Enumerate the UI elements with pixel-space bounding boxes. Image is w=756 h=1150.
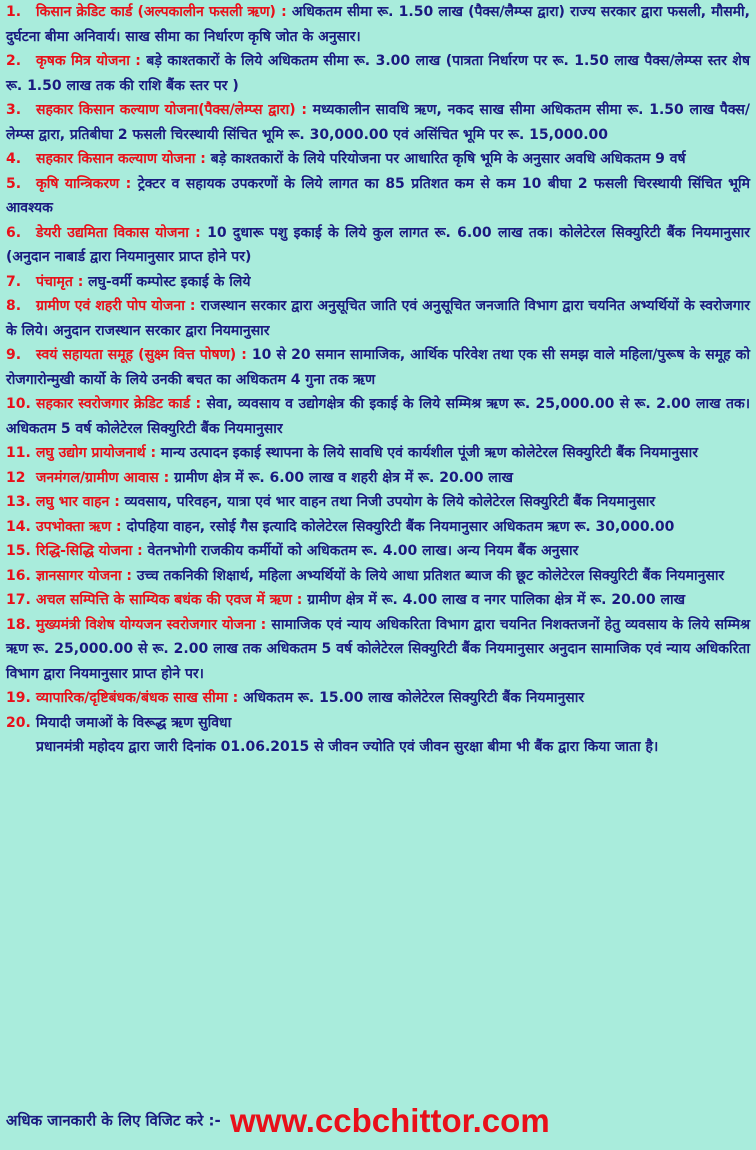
- scheme-title: किसान क्रेडिट कार्ड (अल्पकालीन फसली ऋण) :: [36, 4, 287, 20]
- website-link[interactable]: www.ccbchittor.com: [229, 1102, 550, 1139]
- scheme-description: व्यवसाय, परिवहन, यात्रा एवं भार वाहन तथा निजी उपयोग के लिये कोलेटेरल सिक्युरिटी बैंक नियमानुसार: [119, 494, 656, 510]
- scheme-description: ग्रामीण क्षेत्र में रू. 6.00 लाख व शहरी क्षेत्र में रू. 20.00 लाख: [169, 469, 513, 486]
- scheme-title: लघु भार वाहन :: [36, 494, 120, 510]
- scheme-title: जनमंगल/ग्रामीण आवास :: [36, 469, 170, 486]
- scheme-title: कृषक मित्र योजना :: [36, 53, 141, 69]
- scheme-number: 13.: [6, 494, 31, 510]
- scheme-description: मियादी जमाओं के विरूद्ध ऋण सुविधा: [36, 714, 232, 731]
- scheme-item: [6, 711, 750, 736]
- scheme-number: 3.: [6, 102, 22, 118]
- scheme-number: 16.: [6, 567, 31, 584]
- scheme-number: 9.: [6, 347, 22, 363]
- scheme-title: रिद्धि-सिद्धि योजना :: [36, 543, 143, 559]
- footer: [6, 1102, 550, 1140]
- scheme-number: 15.: [6, 543, 31, 559]
- scheme-description: मध्यकालीन सावधि ऋण, नकद साख सीमा अधिकतम सीमा रू. 1.50 लाख पैक्स/लेम्प्स द्वारा, प्रतिबीघा 2 फसली चिरस्थायी सिंचित भूमि रू. 30,000.00 एवं असिंचित भूमि पर रू. 15,000.00: [6, 102, 750, 143]
- scheme-item: [6, 172, 750, 221]
- scheme-number: 4.: [6, 151, 22, 167]
- scheme-title: सहकार किसान कल्याण योजना(पैक्स/लेम्प्स द्वारा) :: [36, 102, 308, 118]
- scheme-title: डेयरी उद्यमिता विकास योजना :: [36, 224, 201, 241]
- scheme-description: उच्च तकनिकी शिक्षार्थ, महिला अभ्यर्थियों के लिये आधा प्रतिशत ब्याज की छूट कोलेटेरल सिक्युरिटी बैंक नियमानुसार: [131, 567, 725, 584]
- scheme-description: मान्य उत्पादन इकाई स्थापना के लिये सावधि एवं कार्यशील पूंजी ऋण कोलेटेरल सिक्युरिटी बैंक नियमानुसार: [156, 445, 698, 461]
- scheme-title: पंचामृत :: [36, 273, 84, 290]
- scheme-item: [6, 564, 750, 589]
- scheme-number: 2.: [6, 53, 22, 69]
- scheme-title: सहकार स्वरोजगार क्रेडिट कार्ड :: [36, 396, 202, 412]
- scheme-title: व्यापारिक/दृष्टिबंधक/बंधक साख सीमा :: [36, 690, 239, 706]
- scheme-item: [6, 686, 750, 711]
- scheme-number: 1.: [6, 4, 22, 20]
- scheme-title: अचल सम्पित्ति के साम्यिक बधंक की एवज में ऋण :: [36, 592, 303, 608]
- scheme-number: 11.: [6, 445, 31, 461]
- scheme-item: [6, 539, 750, 564]
- scheme-description: सेवा, व्यवसाय व उद्योगक्षेत्र की इकाई के लिये सम्मिश्र ऋण रू. 25,000.00 से रू. 2.00 लाख तक। अधिकतम 5 वर्ष कोलेटेरल सिक्युरिटी बैंक नियमानुसार: [6, 396, 751, 437]
- scheme-item: [6, 613, 750, 687]
- scheme-number: 19.: [6, 690, 31, 706]
- schemes-list: [6, 0, 750, 735]
- scheme-title: सहकार किसान कल्याण योजना :: [36, 151, 206, 167]
- scheme-description: ट्रेक्टर व सहायक उपकरणों के लिये लागत का 85 प्रतिशत कम से कम 10 बीघा 2 फसली चिरस्थायी सिंचित भूमि आवश्यक: [6, 175, 750, 216]
- scheme-number: 8.: [6, 298, 22, 314]
- scheme-title: ग्रामीण एवं शहरी पोप योजना :: [36, 298, 196, 314]
- scheme-number: 17.: [6, 592, 31, 608]
- scheme-item: [6, 270, 750, 295]
- scheme-description: 10 दुधारू पशु इकाई के लिये कुल लागत रू. 6.00 लाख तक। कोलेटेरल सिक्युरिटी बैंक नियमानुसार (अनुदान नाबार्ड द्वारा नियमानुसार प्राप्त होने पर): [6, 224, 750, 265]
- scheme-description: राजस्थान सरकार द्वारा अनुसूचित जाति एवं अनुसूचित जनजाति विभाग द्वारा चयनित अभ्यर्थियों के स्वरोजगार के लिये। अनुदान राजस्थान सरकार द्वारा नियमानुसार: [6, 298, 750, 339]
- scheme-description: वेतनभोगी राजकीय कर्मीयों को अधिकतम रू. 4.00 लाख। अन्य नियम बैंक अनुसार: [142, 543, 579, 559]
- scheme-description: अधिकतम सीमा रू. 1.50 लाख (पैक्स/लैम्प्स द्वारा) राज्य सरकार द्वारा फसली, मौसमी, दुर्घटना बीमा अनिवार्य। साख सीमा का निर्धारण कृषि जोत के अनुसार।: [6, 4, 750, 45]
- insurance-note: प्रधानमंत्री महोदय द्वारा जारी दिनांक 01.06.2015 से जीवन ज्योति एवं जीवन सुरक्षा बीमा भी बैंक द्वारा किया जाता है।: [36, 739, 659, 755]
- scheme-item: [6, 466, 750, 491]
- scheme-number: 20.: [6, 714, 31, 731]
- scheme-number: 5.: [6, 175, 22, 192]
- scheme-title: ज्ञानसागर योजना :: [36, 567, 132, 584]
- scheme-item: [6, 294, 750, 343]
- scheme-item: [6, 147, 750, 172]
- scheme-item: [6, 49, 750, 98]
- scheme-description: 10 से 20 समान सामाजिक, आर्थिक परिवेश तथा एक सी समझ वाले महिला/पुरूष के समूह को रोजगारोन्मुखी कार्यो के लिये उनकी बचत का अधिकतम 4 गुना तक ऋण: [6, 347, 750, 388]
- scheme-title: स्वयं सहायता समूह (सुक्ष्म वित्त पोषण) :: [36, 347, 247, 363]
- scheme-item: [6, 343, 750, 392]
- scheme-title: लघु उद्योग प्रायोजनार्थ :: [36, 445, 157, 461]
- scheme-item: [6, 515, 750, 540]
- scheme-item: [6, 221, 750, 270]
- scheme-description: बड़े काश्तकारों के लिये अधिकतम सीमा रू. 3.00 लाख (पात्रता निर्धारण पर रू. 1.50 लाख पैक्स/लेम्प्स स्तर शेष रू. 1.50 लाख तक की राशि बैंक स्तर पर ): [6, 53, 750, 94]
- scheme-item: [6, 98, 750, 147]
- scheme-item: [6, 0, 750, 49]
- scheme-item: [6, 490, 750, 515]
- scheme-item: [6, 588, 750, 613]
- scheme-description: अधिकतम रू. 15.00 लाख कोलेटेरल सिक्युरिटी बैंक नियमानुसार: [238, 690, 585, 706]
- scheme-title: कृषि यान्त्रिकरण :: [36, 175, 132, 192]
- scheme-description: सामाजिक एवं न्याय अधिकरिता विभाग द्वारा चयनित निशक्तजनों हेतु व्यवसाय के लिये सम्मिश्र ऋण रू. 25,000.00 से रू. 2.00 लाख तक अधिकतम 5 वर्ष कोलेटेरल सिक्युरिटी बैंक नियमानुसार अनुदान सामाजिक एवं न्याय अधिकरिता विभाग द्वारा नियमानुसार प्राप्त होने पर।: [6, 616, 751, 682]
- scheme-number: 7.: [6, 273, 22, 290]
- scheme-description: लघु-वर्मी कम्पोस्ट इकाई के लिये: [83, 273, 251, 290]
- scheme-item: [6, 392, 750, 441]
- scheme-title: मुख्यमंत्री विशेष योग्यजन स्वरोजगार योजना :: [36, 616, 267, 633]
- scheme-number: 10.: [6, 396, 31, 412]
- scheme-number: 18.: [6, 616, 31, 633]
- footer-label: अधिक जानकारी के लिए विजिट करे :-: [6, 1111, 221, 1130]
- scheme-number: 14.: [6, 518, 31, 535]
- scheme-number: 6.: [6, 224, 22, 241]
- scheme-title: उपभोक्ता ऋण :: [36, 518, 122, 535]
- scheme-number: 12: [6, 469, 26, 486]
- scheme-description: बड़े काश्तकारों के लिये परियोजना पर आधारित कृषि भूमि के अनुसार अवधि अधिकतम 9 वर्ष: [205, 151, 686, 167]
- scheme-description: दोपहिया वाहन, रसोई गैस इत्यादि कोलेटेरल सिक्युरिटी बैंक नियमानुसार अधिकतम ऋण रू. 30,000.00: [121, 518, 675, 535]
- scheme-item: [6, 441, 750, 466]
- scheme-description: ग्रामीण क्षेत्र में रू. 4.00 लाख व नगर पालिका क्षेत्र में रू. 20.00 लाख: [302, 592, 686, 608]
